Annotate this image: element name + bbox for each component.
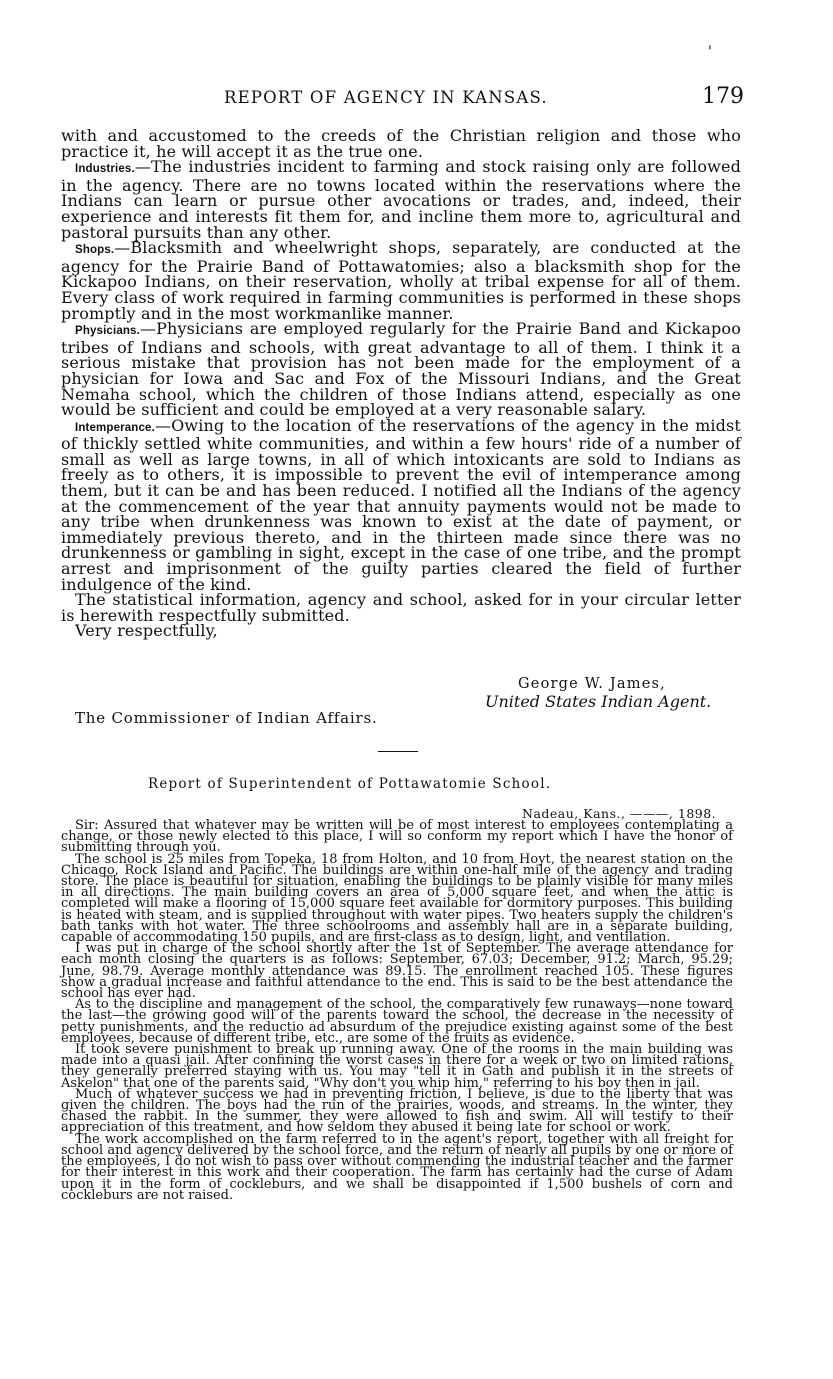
valediction: Very respectfully, — [75, 621, 218, 641]
agency-report-body — [61, 128, 741, 639]
intemperance-heading: Intemperance. — [75, 421, 155, 434]
closing-paragraph: The statistical information, agency and school, asked for in your circular letter is herewith respectfully submitted. — [61, 590, 741, 625]
school-report-body — [61, 820, 733, 1201]
dateline: Nadeau, Kans., ———, 1898. — [522, 806, 717, 821]
margin-mark: ' — [708, 44, 712, 60]
industries-heading: Industries. — [75, 163, 135, 176]
industries-text: —The industries incident to farming and stock raising only are followed in the agency. There are no towns located within the reservations where the Indians can learn or pursue other avocations or trades, and, indeed, their experience and interests fit them for, and incline them more to, agricultural and pastoral pursuits than any other. — [61, 157, 741, 242]
shops-paragraph — [61, 240, 741, 321]
shops-heading: Shops. — [75, 244, 115, 257]
report-paragraph: Much of whatever success we had in preventing friction, I believe, is due to the liberty that was given the children. The boys had the run of the prairies, woods, and streams. In the winter, they chased the rabbit. In the summer, they were allowed to fish and swim. All will testify to their appreciation of this treatment, and how seldom they abused it being late for school or work. — [61, 1086, 733, 1136]
report-paragraph: The school is 25 miles from Topeka, 18 from Holton, and 10 from Hoyt, the nearest station on the Chicago, Rock Island and Pacific. The buildings are within one-half mile of the agency and trading store. The place is beautiful for situation, enabling the buildings to be plainly visible for many miles in all directions. The main building covers an area of 5,000 square feet, and when the attic is completed will make a flooring of 15,000 square feet available for dormitory purposes. This building is heated with steam, and is supplied throughout with water pipes. Two heaters supply the children's bath tanks with hot water. The three schoolrooms and assembly hall are in a separate building, capable of accommodating 150 pupils, and are first-class as to design, light, and ventilation. — [61, 851, 733, 946]
report-paragraph: I was put in charge of the school shortly after the 1st of September. The average attendance for each month closing the quarters is as follows: September, 67.03; December, 91.2; March, 95.29; June, 98.79. Average monthly attendance was 89.15. The enrollment reached 105. These figures show a gradual increase and faithful attendance to the end. This is said to be the best attendance the school has ever had. — [61, 941, 733, 1002]
report-paragraph: Sir: Assured that whatever may be written will be of most interest to employees contemplating a change, or those newly elected to this place, I will so conform my report which I have the honor of submitting through you. — [61, 818, 733, 856]
page-number: 179 — [702, 84, 744, 109]
report-paragraph: It took severe punishment to break up running away. One of the rooms in the main building was made into a quasi jail. After confining the worst cases in there for a week or two on limited rations, they generally preferred staying with us. You may "tell it in Gath and publish it in the streets of Askelon" that one of the parents said, "Why don't you whip him," referring to his boy then in jail. — [61, 1042, 733, 1091]
running-title: REPORT OF AGENCY IN KANSAS. — [224, 88, 548, 107]
signature-title: United States Indian Agent. — [485, 692, 712, 711]
shops-text: —Blacksmith and wheelwright shops, separately, are conducted at the agency for the Prairie Band of Pottawatomies; also a blacksmith shop for the Kickapoo Indians, on their reservation, wholly at tribal expense for all of them. Every class of work required in farming communities is performed in these shops promptly and in the most workmanlike manner. — [61, 238, 741, 323]
continuation-paragraph: with and accustomed to the creeds of the Christian religion and those who practice it, he will accept it as the true one. — [61, 126, 741, 161]
physicians-text: —Physicians are employed regularly for the Prairie Band and Kickapoo tribes of Indians and schools, with great advantage to all of them. I think it a serious mistake that provision has not been made for the employment of a physician for Iowa and Sac and Fox of the Missouri Indians, and the Great Nemaha school, which the children of those Indians attend, especially as one would be sufficient and could be employed at a very reasonable salary. — [61, 319, 741, 420]
report-paragraph: As to the discipline and management of the school, the comparatively few runaways—none toward the last—the growing good will of the parents toward the school, the decrease in the necessity of petty punishments, and the reductio ad absurdum of the prejudice existing against some of the best employees, because of different tribe, etc., are some of the fruits as evidence. — [61, 997, 733, 1046]
intemperance-paragraph — [61, 415, 741, 594]
running-header — [0, 84, 833, 114]
section-divider — [378, 751, 418, 752]
physicians-paragraph — [61, 321, 741, 418]
signature-name: George W. James, — [518, 676, 666, 692]
report-paragraph: The work accomplished on the farm referred to in the agent's report, together with all freight for school and agency delivered by the school force, and the return of nearly all pupils by one or more of the employees, I do not wish to pass over without commending the industrial teacher and the farmer for their interest in this work and their cooperation. The farm has certainly had the curse of Adam upon it in the form of cockleburs, and we shall be disappointed if 1,500 bushels of corn and cockleburs are not raised. — [61, 1131, 733, 1203]
intemperance-text: —Owing to the location of the reservations of the agency in the midst of thickly settled white communities, and within a few hours' ride of a number of small as well as large towns, in all of which intoxicants are sold to Indians as freely as to others, it is impossible to prevent the evil of intemperance among them, but it can be and has been reduced. I notified all the Indians of the agency at the commencement of the year that annuity payments would not be made to any tribe when drunkenness was known to exist at the date of payment, or immediately previous thereto, and in the thirteen made since there was no drunkenness or gambling in sight, except in the case of one tribe, and the prompt arrest and imprisonment of the guilty parties cleared the field of further indulgence of the kind. — [61, 415, 741, 594]
physicians-heading: Physicians. — [75, 325, 140, 338]
addressee: The Commissioner of Indian Affairs. — [75, 709, 378, 727]
school-report-title: Report of Superintendent of Pottawatomie School. — [148, 776, 552, 792]
industries-paragraph — [61, 159, 741, 240]
